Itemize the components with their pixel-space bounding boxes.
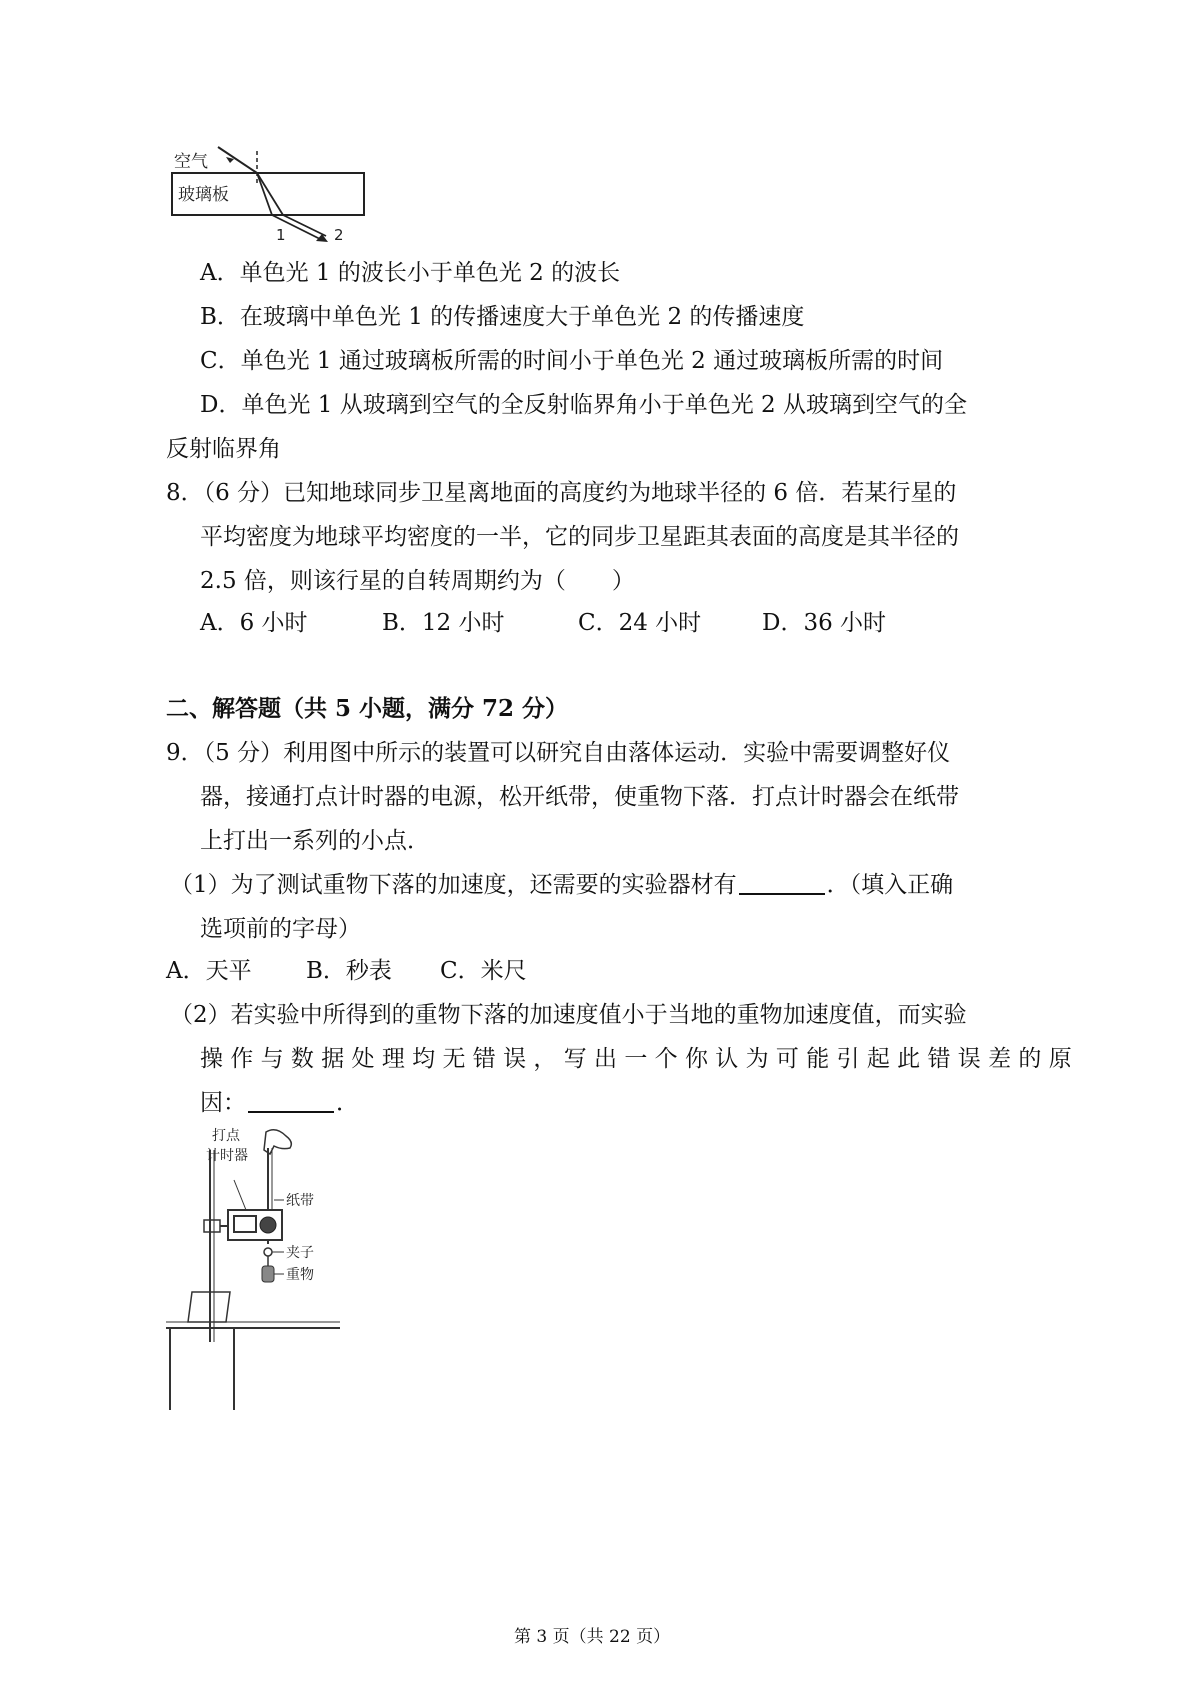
q9-part2-line3 <box>200 1088 359 1118</box>
q7-option-d-line1: D．单色光 1 从玻璃到空气的全反射临界角小于单色光 2 从玻璃到空气的全 <box>200 392 967 418</box>
label-ray-2: 2 <box>334 226 344 244</box>
label-ray-1: 1 <box>276 226 286 244</box>
q7-option-c: C．单色光 1 通过玻璃板所需的时间小于单色光 2 通过玻璃板所需的时间 <box>200 348 944 374</box>
q7-option-d-line2: 反射临界角 <box>166 436 281 462</box>
page-footer: 第 3 页（共 22 页） <box>514 1627 671 1647</box>
q8-option-a: A．6 小时 <box>200 610 308 636</box>
q7-option-a: A．单色光 1 的波长小于单色光 2 的波长 <box>200 260 621 286</box>
q7-option-b: B．在玻璃中单色光 1 的传播速度大于单色光 2 的传播速度 <box>200 304 805 330</box>
q9-part2-text-after: ． <box>336 1090 359 1116</box>
label-glass: 玻璃板 <box>178 185 229 205</box>
q9-part1-line1 <box>170 870 953 900</box>
timer-label-line <box>234 1180 246 1210</box>
label-timer-2: 计时器 <box>206 1148 248 1164</box>
refraction-figure <box>170 145 370 245</box>
q9-part2-text: 因： <box>200 1090 246 1116</box>
q9-part2-line1: （2）若实验中所得到的重物下落的加速度值小于当地的重物加速度值，而实验 <box>170 1002 967 1028</box>
q8-line1: 8．（6 分）已知地球同步卫星离地面的高度约为地球半径的 6 倍．若某行星的 <box>166 480 957 506</box>
q9-line1: 9．（5 分）利用图中所示的装置可以研究自由落体运动．实验中需要调整好仪 <box>166 740 951 766</box>
q9-line3: 上打出一系列的小点． <box>200 828 430 854</box>
label-weight: 重物 <box>286 1267 314 1283</box>
q9-part1-line2: 选项前的字母） <box>200 916 361 942</box>
q8-option-c: C．24 小时 <box>578 610 702 636</box>
section-heading: 二、解答题（共 5 小题，满分 72 分） <box>166 695 569 722</box>
q9-option-a: A．天平 <box>166 958 252 984</box>
incident-ray <box>218 147 257 173</box>
q9-part1-text-after: ．（填入正确 <box>826 872 954 898</box>
q9-option-b: B．秒表 <box>306 958 392 984</box>
timer-disc <box>260 1217 276 1233</box>
answer-blank-1[interactable] <box>739 871 825 895</box>
clip-icon <box>264 1248 272 1256</box>
label-tape: 纸带 <box>286 1193 314 1209</box>
q9-option-c: C．米尺 <box>440 958 527 984</box>
apparatus-figure <box>164 1124 344 1412</box>
q8-option-b: B．12 小时 <box>382 610 505 636</box>
q9-part1-text: （1）为了测试重物下落的加速度，还需要的实验器材有 <box>170 872 737 898</box>
q8-line3: 2.5 倍，则该行星的自转周期约为（ ） <box>200 568 635 594</box>
label-clip: 夹子 <box>286 1245 314 1261</box>
label-air: 空气 <box>174 152 208 172</box>
stand-clamp <box>204 1220 220 1232</box>
q9-line2: 器，接通打点计时器的电源，松开纸带，使重物下落．打点计时器会在纸带 <box>200 784 959 810</box>
label-timer-1: 打点 <box>212 1128 240 1144</box>
q8-option-d: D．36 小时 <box>762 610 887 636</box>
answer-blank-2[interactable] <box>248 1089 334 1113</box>
ray-2-out <box>283 215 326 236</box>
q8-line2: 平均密度为地球平均密度的一半，它的同步卫星距其表面的高度是其半径的 <box>200 524 959 550</box>
q9-part2-line2: 操 作 与 数 据 处 理 均 无 错 误 ， 写 出 一 个 你 认 为 可 能 引 起 此 错 误 差 的 原 <box>200 1046 1072 1072</box>
weight-icon <box>262 1266 274 1282</box>
